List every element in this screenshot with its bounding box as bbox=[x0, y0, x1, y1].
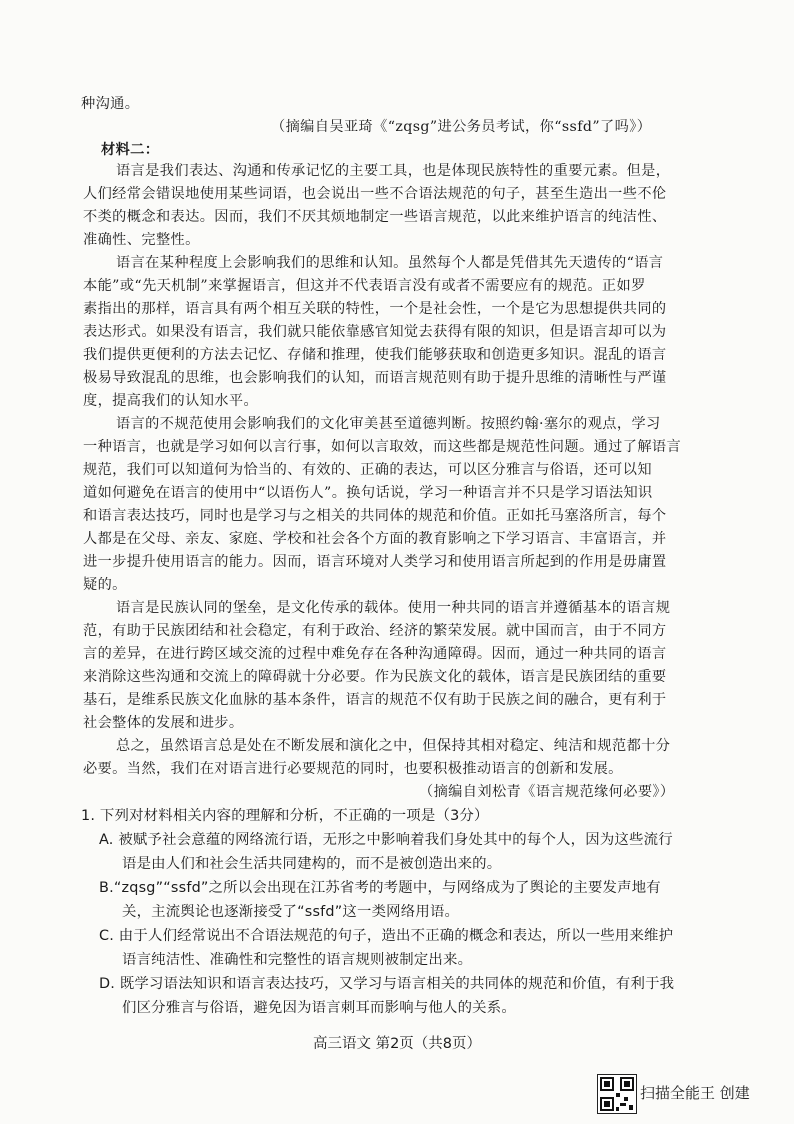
p2-line: 表达形式。如果没有语言，我们就只能依靠感官知觉去获得有限的知识，但是语言却可以为 bbox=[83, 324, 667, 340]
p3-line: 进一步提升使用语言的能力。因而，语言环境对人类学习和使用语言所起到的作用是毋庸置 bbox=[83, 554, 667, 570]
p1-line: 不类的概念和表达。因而，我们不厌其烦地制定一些语言规范，以此来维护语言的纯洁性、 bbox=[83, 209, 667, 225]
top-fragment: 种沟通。 bbox=[81, 96, 140, 112]
p3-line: 道如何避免在语言的使用中“以语伤人”。换句话说，学习一种语言并不只是学习语法知识 bbox=[83, 485, 653, 501]
p1-line: 人们经常会错误地使用某些词语，也会说出一些不合语法规范的句子，甚至生造出一些不伦 bbox=[83, 186, 667, 202]
p5-line: 必要。当然，我们在对语言进行必要规范的同时，也要积极推动语言的创新和发展。 bbox=[83, 761, 623, 777]
p2-line: 语言在某种程度上会影响我们的思维和认知。虽然每个人都是凭借其先天遗传的“语言 bbox=[116, 255, 664, 271]
p4-line: 言的差异，在进行跨区域交流的过程中难免存在各种沟通障碍。因而，通过一种共同的语言 bbox=[83, 646, 667, 662]
option-c-cont: 语言纯洁性、准确性和完整性的语言规则被制定出来。 bbox=[122, 952, 473, 968]
p3-line: 人都是在父母、亲友、家庭、学校和社会各个方面的教育影响之下学习语言、丰富语言，并 bbox=[83, 531, 667, 547]
p1-line: 语言是我们表达、沟通和传承记忆的主要工具，也是体现民族特性的重要元素。但是， bbox=[116, 163, 671, 179]
p2-line: 极易导致混乱的思维，也会影响我们的认知，而语言规范则有助于提升思维的清晰性与严谨 bbox=[83, 370, 667, 386]
option-d: D. 既学习语法知识和语言表达技巧，又学习与语言相关的共同体的规范和价值，有利于我 bbox=[99, 976, 675, 992]
p4-line: 来消除这些沟通和交流上的障碍就十分必要。作为民族文化的载体，语言是民族团结的重要 bbox=[83, 669, 667, 685]
p3-line: 一种语言，也就是学习如何以言行事，如何以言取效，而这些都是规范性问题。通过了解语言 bbox=[83, 439, 682, 455]
option-a: A. 被赋予社会意蕴的网络流行语，无形之中影响着我们身处其中的每个人，因为这些流行 bbox=[99, 832, 673, 848]
p3-line: 规范，我们可以知道何为恰当的、有效的、正确的表达，可以区分雅言与俗语，还可以知 bbox=[83, 462, 652, 478]
source-citation-1: （摘编自吴亚琦《“zqsg”进公务员考试，你“ssfd”了吗》） bbox=[271, 119, 652, 135]
p4-line: 语言是民族认同的堡垒，是文化传承的载体。使用一种共同的语言并遵循基本的语言规 bbox=[116, 600, 671, 616]
p2-line: 素指出的那样，语言具有两个相互关联的特性，一个是社会性，一个是它为思想提供共同的 bbox=[83, 301, 667, 317]
material-2-title: 材料二： bbox=[101, 142, 160, 158]
question-stem: 1. 下列对材料相关内容的理解和分析，不正确的一项是（3分） bbox=[81, 808, 489, 824]
page-footer: 高三语文 第2页（共8页） bbox=[312, 1036, 482, 1052]
option-d-cont: 们区分雅言与俗语，避免因为语言刺耳而影响与他人的关系。 bbox=[122, 1000, 516, 1016]
p3-line: 语言的不规范使用会影响我们的文化审美甚至道德判断。按照约翰·塞尔的观点，学习 bbox=[116, 416, 661, 432]
p5-line: 总之，虽然语言总是处在不断发展和演化之中，但保持其相对稳定、纯洁和规范都十分 bbox=[116, 738, 671, 754]
p4-line: 基石，是维系民族文化血脉的基本条件，语言的规范不仅有助于民族之间的融合，更有利于 bbox=[83, 692, 667, 708]
option-b-cont: 关，主流舆论也逐渐接受了“ssfd”这一类网络用语。 bbox=[122, 904, 460, 920]
p2-line: 我们提供更便利的方法去记忆、存储和推理，使我们能够获取和创造更多知识。混乱的语言 bbox=[83, 347, 667, 363]
scanner-watermark-label: 扫描全能王 创建 bbox=[640, 1084, 750, 1102]
p1-line: 准确性、完整性。 bbox=[83, 232, 200, 248]
p4-line: 范，有助于民族团结和社会稳定，有利于政治、经济的繁荣发展。就中国而言，由于不同方 bbox=[83, 623, 667, 639]
option-b: B.“zqsg”“ssfd”之所以会出现在江苏省考的考题中，与网络成为了舆论的主要发声地有 bbox=[99, 880, 661, 896]
p3-line: 疑的。 bbox=[83, 577, 127, 593]
qr-code-icon bbox=[597, 1074, 637, 1114]
source-citation-2: （摘编自刘松青《语言规范缘何必要》） bbox=[419, 784, 675, 800]
p2-line: 度，提高我们的认知水平。 bbox=[83, 393, 259, 409]
p4-line: 社会整体的发展和进步。 bbox=[83, 715, 244, 731]
p2-line: 本能”或“先天机制”来掌握语言，但这并不代表语言没有或者不需要应有的规范。正如罗 bbox=[83, 278, 646, 294]
p3-line: 和语言表达技巧，同时也是学习与之相关的共同体的规范和价值。正如托马塞洛所言，每个 bbox=[83, 508, 667, 524]
option-a-cont: 语是由人们和社会生活共同建构的，而不是被创造出来的。 bbox=[122, 856, 502, 872]
option-c: C. 由于人们经常说出不合语法规范的句子，造出不正确的概念和表达，所以一些用来维护 bbox=[99, 928, 674, 944]
